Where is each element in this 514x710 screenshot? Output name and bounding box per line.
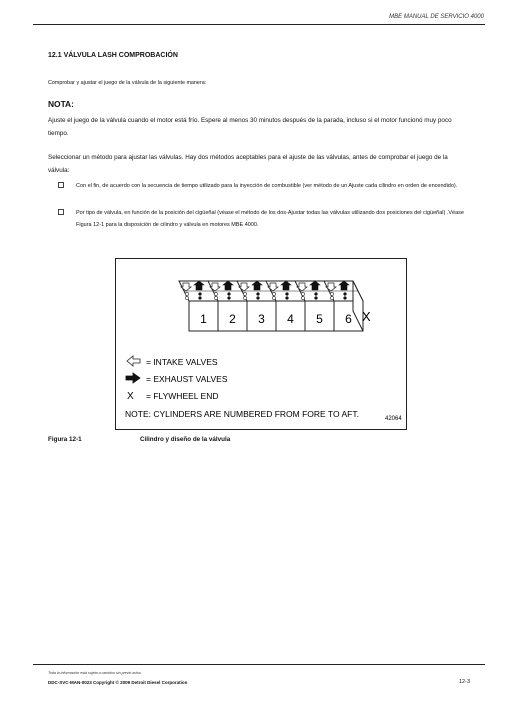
exhaust-valve-dot: [198, 292, 201, 295]
cylinder-number: 1: [200, 312, 207, 326]
intake-arrow-icon: [127, 356, 140, 366]
intake-valve-dot: [185, 292, 188, 295]
intake-valve-dot: [243, 292, 246, 295]
figure-label: Figura 12-1: [48, 436, 82, 443]
exhaust-valve-dot: [314, 292, 317, 295]
intake-valve-dot: [301, 296, 304, 299]
section-title: 12.1 VÁLVULA LASH COMPROBACIÓN: [48, 52, 178, 59]
exhaust-valve-dot: [256, 296, 259, 299]
footer-copyright: DDC-SVC-MAN-0023 Copyright © 2009 Detroit Diesel Corporation: [48, 680, 188, 685]
list-item-text: Con el fin, de acuerdo con la secuencia de tiempo utilizado para la inyección de combustible (ver método de un Ajuste cada cilindro en orden de encendido).: [76, 183, 458, 189]
flywheel-marker: X: [362, 309, 371, 324]
footer-notice: Toda la información está sujeta a cambios sin previo aviso.: [48, 671, 142, 675]
section-intro: Comprobar y ajustar el juego de la válvula de la siguiente manera:: [48, 80, 207, 86]
figure-frame: [115, 258, 407, 430]
figure-caption: Cilindro y diseño de la válvula: [140, 436, 231, 443]
cylinder-number: 6: [345, 312, 352, 326]
intake-valve-dot: [330, 296, 333, 299]
exhaust-valve-dot: [198, 296, 201, 299]
legend-flywheel: [127, 391, 219, 402]
flywheel-x-icon: X: [127, 391, 134, 402]
header-rule: [33, 24, 485, 25]
note-text: Ajuste el juego de la válvula cuando el motor está frío. Espere al menos 30 minutos después de la parada, incluso si el motor funcionó muy poco tiempo.: [48, 117, 452, 137]
cylinder-number: 3: [258, 312, 265, 326]
intake-valve-dot: [272, 296, 275, 299]
exhaust-valve-dot: [227, 296, 230, 299]
legend-exhaust: [126, 373, 228, 384]
intake-valve-dot: [185, 296, 188, 299]
figure-id: 42064: [385, 416, 402, 422]
exhaust-valve-dot: [343, 292, 346, 295]
footer-rule: [33, 664, 485, 665]
list-item: [58, 207, 478, 231]
method-paragraph: Seleccionar un método para ajustar las válvulas. Hay dos métodos aceptables para el ajuste de las válvulas, antes de comprobar el juego de la válvula:: [48, 154, 448, 174]
note-label: NOTA:: [48, 99, 74, 109]
exhaust-valve-dot: [285, 292, 288, 295]
exhaust-valve-dot: [343, 296, 346, 299]
bullet-box-icon: [58, 182, 64, 188]
intake-valve-dot: [301, 292, 304, 295]
legend-intake-text: = INTAKE VALVES: [146, 357, 218, 367]
legend-intake: [127, 356, 218, 367]
intake-valve-dot: [214, 292, 217, 295]
cylinder-diagram: [116, 259, 406, 429]
exhaust-arrow-icon: [126, 373, 140, 383]
list-item-text: Por tipo de válvula, en función de la posición del cigüeñal (véase el método de los dos-Ajustar todas las válvulas utilizando dos posiciones del cigüeñal) .Véase Figura 12-1 para la disposición de cilindro y válvula en motores MBE 4000.: [76, 210, 464, 228]
exhaust-valve-dot: [256, 292, 259, 295]
legend-exhaust-text: = EXHAUST VALVES: [146, 374, 228, 384]
cylinder-number: 4: [287, 312, 294, 326]
manual-title: MBE MANUAL DE SERVICIO 4000: [389, 14, 484, 20]
page-number: 12-3: [459, 679, 471, 685]
intake-valve-dot: [272, 292, 275, 295]
bullet-box-icon: [58, 209, 64, 215]
exhaust-valve-dot: [314, 296, 317, 299]
exhaust-valve-dot: [285, 296, 288, 299]
list-item: [58, 180, 478, 204]
intake-valve-dot: [330, 292, 333, 295]
exhaust-valve-dot: [227, 292, 230, 295]
intake-valve-dot: [214, 296, 217, 299]
intake-valve-dot: [243, 296, 246, 299]
legend-flywheel-text: = FLYWHEEL END: [146, 391, 219, 401]
figure-note: NOTE: CYLINDERS ARE NUMBERED FROM FORE TO AFT.: [125, 409, 359, 419]
cylinder-number: 2: [229, 312, 236, 326]
cylinder-number: 5: [316, 312, 323, 326]
